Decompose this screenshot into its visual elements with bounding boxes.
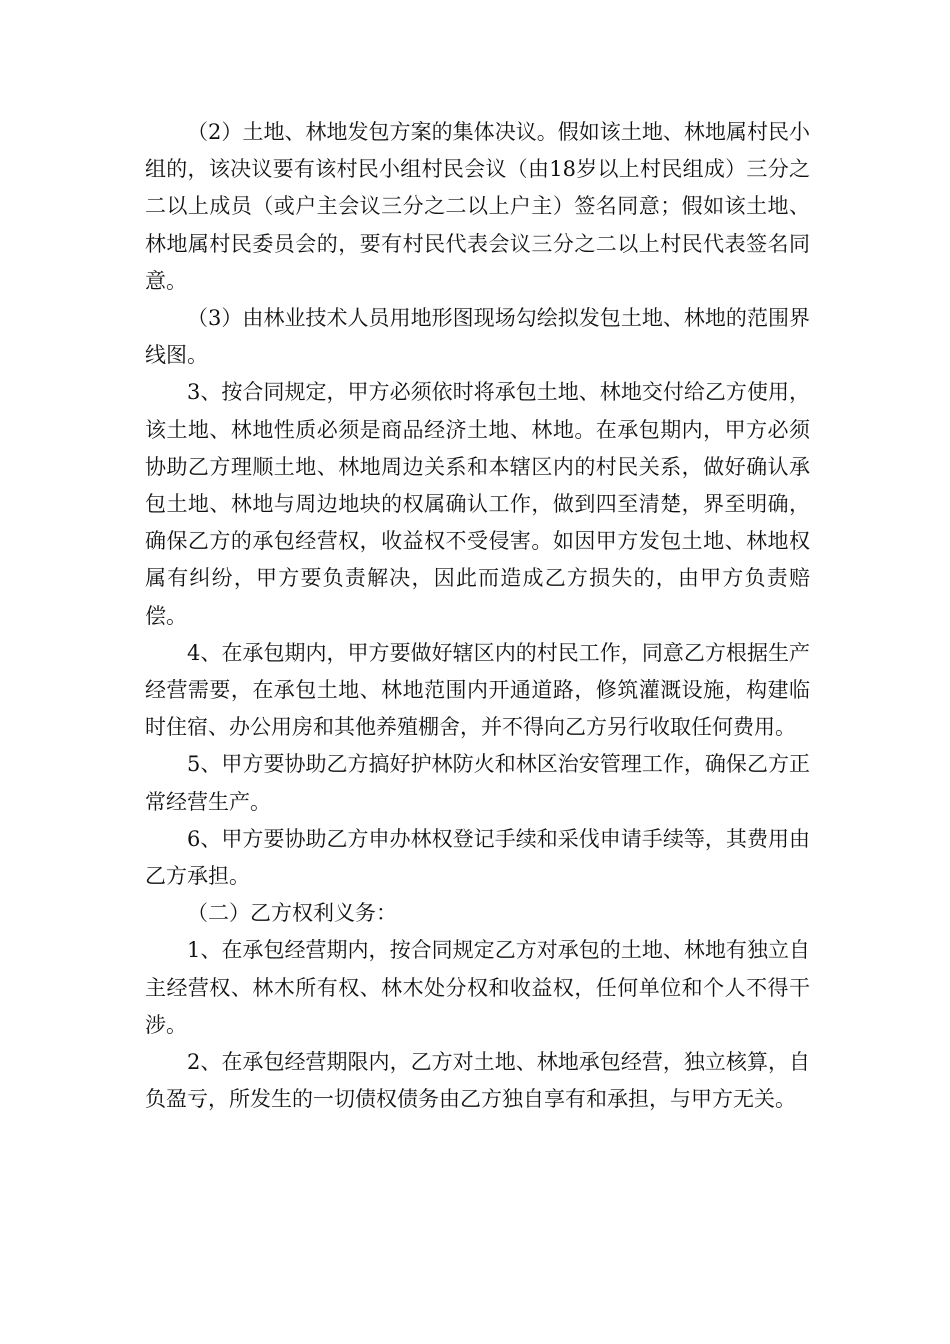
paragraph-clause-3: 3、按合同规定，甲方必须依时将承包土地、林地交付给乙方使用，该土地、林地性质必须是商品经济土地、林地。在承包期内，甲方必须协助乙方理顺土地、林地周边关系和本辖区内的村民关系，做好确认承包土地、林地与周边地块的权属确认工作，做到四至清楚，界至明确，确保乙方的承包经营权，收益权不受侵害。如因甲方发包土地、林地权属有纠纷，甲方要负责解决，因此而造成乙方损失的，由甲方负责赔偿。 (145, 380, 810, 628)
section-heading-party-b-rights: （二）乙方权利义务： (187, 901, 397, 926)
paragraph-party-b-clause-1: 1、在承包经营期内，按合同规定乙方对承包的土地、林地有独立自主经营权、林木所有权、林木处分权和收益权，任何单位和个人不得干涉。 (145, 938, 810, 1037)
paragraph-clause-5: 5、甲方要协助乙方搞好护林防火和林区治安管理工作，确保乙方正常经营生产。 (145, 752, 810, 814)
paragraph-boundary-map: （3）由林业技术人员用地形图现场勾绘拟发包土地、林地的范围界线图。 (145, 306, 810, 368)
paragraph-clause-6: 6、甲方要协助乙方申办林权登记手续和采伐申请手续等，其费用由乙方承担。 (145, 826, 810, 889)
document-page (145, 114, 810, 1118)
paragraph-party-b-clause-2: 2、在承包经营期限内，乙方对土地、林地承包经营，独立核算，自负盈亏，所发生的一切债权债务由乙方独自享有和承担，与甲方无关。 (145, 1050, 810, 1112)
paragraph-village-group-resolution: （2）土地、林地发包方案的集体决议。假如该土地、林地属村民小组的，该决议要有该村民小组村民会议（由18岁以上村民组成）三分之二以上成员（或户主会议三分之二以上户主）签名同意；假如该土地、林地属村民委员会的，要有村民代表会议三分之二以上村民代表签名同意。 (145, 120, 810, 293)
paragraph-clause-4: 4、在承包期内，甲方要做好辖区内的村民工作，同意乙方根据生产经营需要，在承包土地、林地范围内开通道路，修筑灌溉设施，构建临时住宿、办公用房和其他养殖棚舍，并不得向乙方另行收取任何费用。 (145, 640, 810, 740)
